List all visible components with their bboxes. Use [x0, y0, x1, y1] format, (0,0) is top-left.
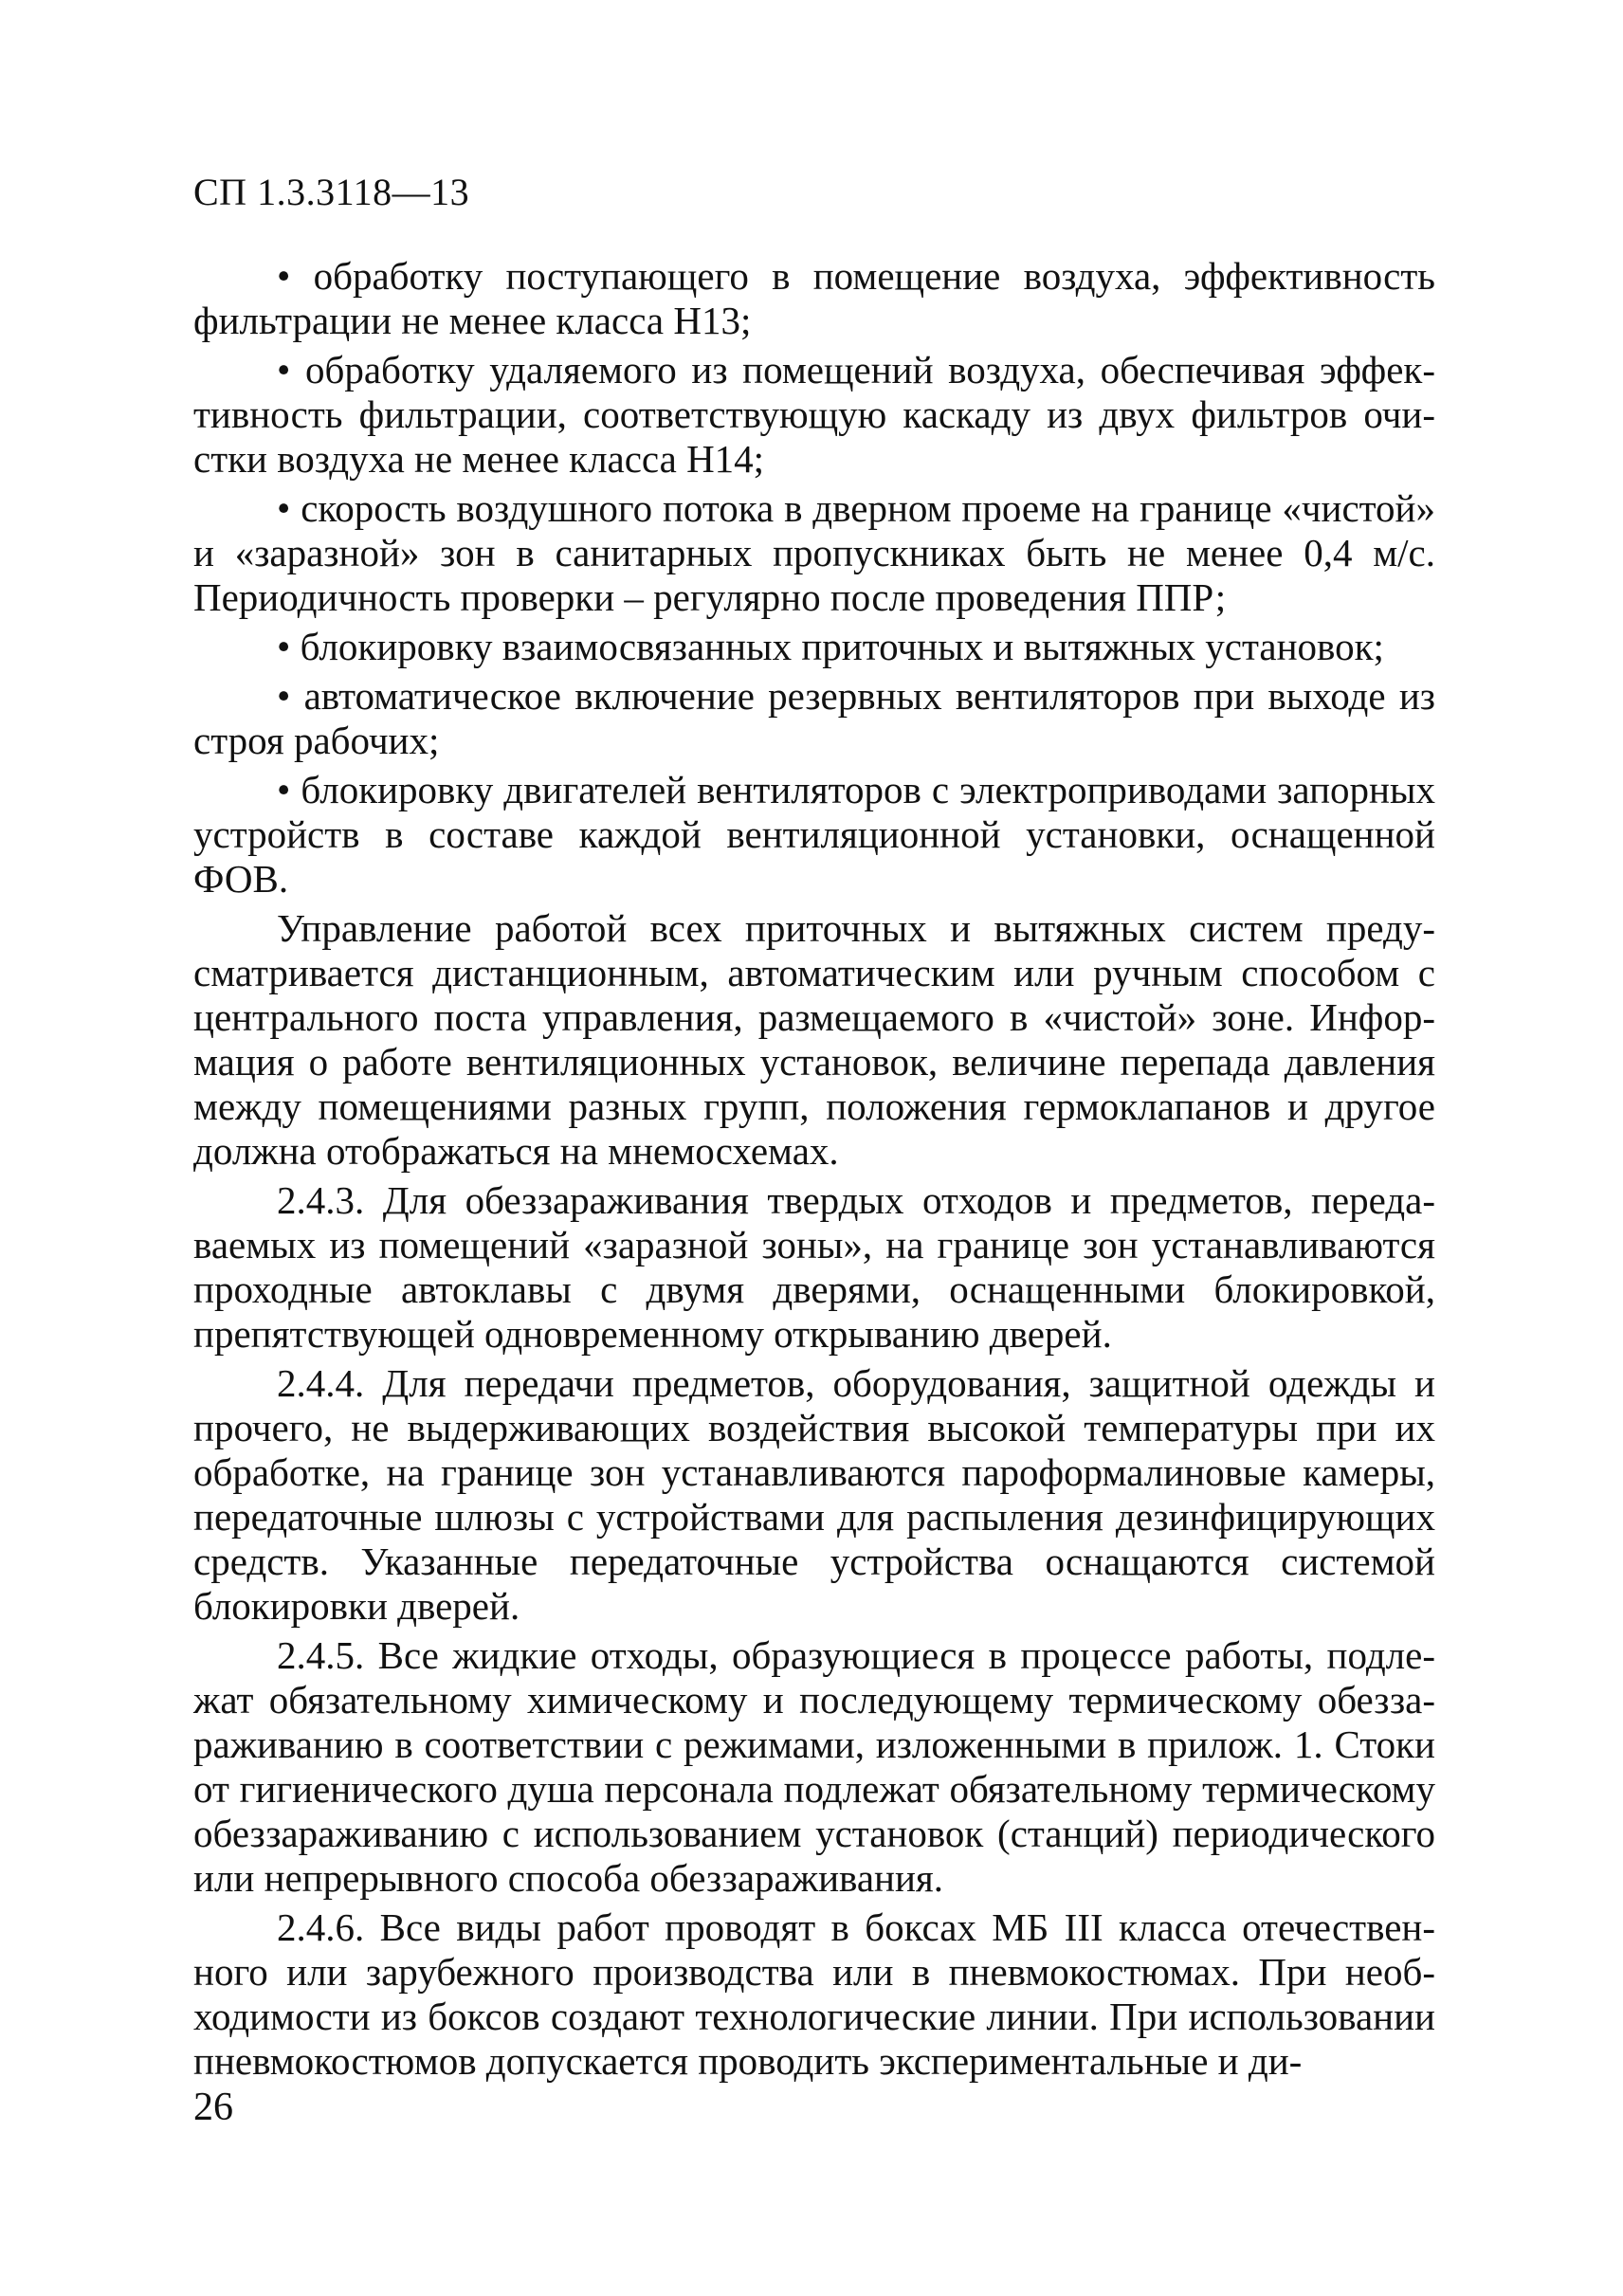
paragraph-air-supply-treatment: • обработку поступающего в помещение воздуха, эффективность фильтрации не менее класса Н13; [193, 254, 1435, 342]
paragraph-fan-motor-interlock: • блокировку двигателей вентиляторов с электроприводами запорных устройств в составе каждой вентиляционной установки, оснащенной ФОВ. [193, 768, 1435, 901]
document-code-header: СП 1.3.3118—13 [193, 171, 470, 213]
paragraph-2-4-3: 2.4.3. Для обеззараживания твердых отходов и предметов, передаваемых из помещений «заразной зоны», на границе зон устанавливаются проходные автоклавы с двумя дверями, оснащенными блокировкой, препятствующей одновременному открыванию дверей. [193, 1178, 1435, 1356]
paragraph-exhaust-air-treatment: • обработку удаляемого из помещений воздуха, обеспечивая эффективность фильтрации, соответствующую каскаду из двух фильтров очистки воздуха не менее класса Н14; [193, 348, 1435, 481]
page-number: 26 [193, 2086, 233, 2129]
paragraph-2-4-4: 2.4.4. Для передачи предметов, оборудования, защитной одежды и прочего, не выдерживающих воздействия высокой температуры при их обработке, на границе зон устанавливаются пароформалиновые камеры, передаточные шлюзы с устройствами для распыления дезинфицирующих средств. Указанные передаточные устройства оснащаются системой блокировки дверей. [193, 1361, 1435, 1628]
body-text [193, 254, 1435, 2088]
paragraph-ventilation-control: Управление работой всех приточных и вытяжных систем предусматривается дистанционным, автоматическим или ручным способом с центрального поста управления, размещаемого в «чистой» зоне. Информация о работе вентиляционных установок, величине перепада давления между помещениями разных групп, положения гермоклапанов и другое должна отображаться на мнемосхемах. [193, 906, 1435, 1173]
paragraph-installation-interlock: • блокировку взаимосвязанных приточных и вытяжных установок; [277, 625, 1384, 668]
paragraph-airflow-speed: • скорость воздушного потока в дверном проеме на границе «чистой» и «заразной» зон в санитарных пропускниках быть не менее 0,4 м/с. Периодичность проверки – регулярно после проведения ППР; [193, 486, 1435, 619]
paragraph-2-4-5: 2.4.5. Все жидкие отходы, образующиеся в процессе работы, подлежат обязательному химическому и последующему термическому обеззараживанию в соответствии с режимами, изложенными в прилож. 1. Стоки от гигиенического душа персонала подлежат обязательному термическому обеззараживанию с использованием установок (станций) периодического или непрерывного способа обеззараживания. [193, 1633, 1435, 1900]
paragraph-2-4-6: 2.4.6. Все виды работ проводят в боксах МБ III класса отечественного или зарубежного производства или в пневмокостюмах. При необходимости из боксов создают технологические линии. При использовании пневмокостюмов допускается проводить экспериментальные и ди- [193, 1905, 1435, 2083]
paragraph-reserve-fans: • автоматическое включение резервных вентиляторов при выходе из строя рабочих; [193, 674, 1435, 762]
